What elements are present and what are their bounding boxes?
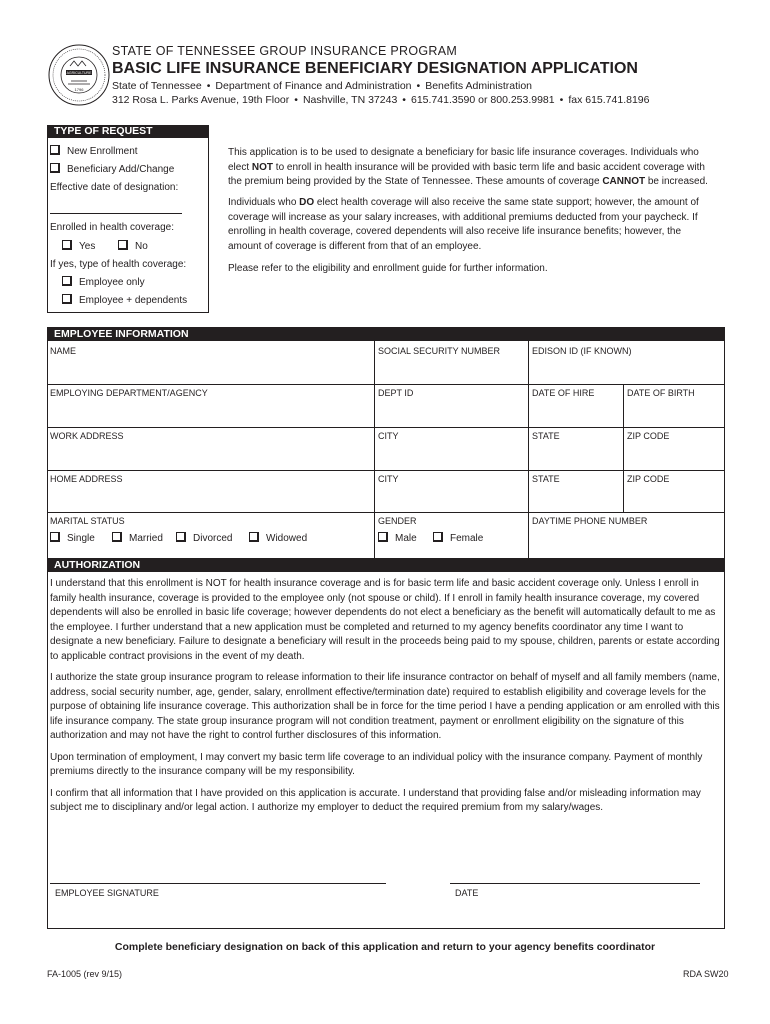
work-zip-field[interactable]: ZIP CODE bbox=[627, 431, 670, 441]
home-state-field[interactable]: STATE bbox=[532, 474, 560, 484]
new-enrollment-checkbox[interactable] bbox=[50, 145, 60, 155]
effective-date-field[interactable] bbox=[50, 213, 182, 214]
authorization-paragraph: Upon termination of employment, I may convert my basic term life coverage to an individual policy with the insurance company. Payment of monthly premiums directly to the insurance company will be my responsibility. bbox=[50, 751, 703, 777]
authorization-paragraph: I authorize the state group insurance program to release information to their life insurance contractor on behalf of myself and all family members (name, address, social security number, age, gender, salary, enrollment effective/termination date) required to establish eligibility and coverage levels for the purpose of obtaining life insurance coverage. This authorization shall be in force for the time period I have a pending application or am enrolled with this life insurance company. The state group insurance program will not condition treatment, payment or enrollment eligibility on the signature of this authorization and may not have the right to control further disclosures of this information. bbox=[50, 672, 720, 741]
marital-widowed-option[interactable]: Widowed bbox=[249, 532, 307, 544]
work-state-field[interactable]: STATE bbox=[532, 431, 560, 441]
authorization-heading: AUTHORIZATION bbox=[47, 559, 725, 572]
program-name: STATE OF TENNESSEE GROUP INSURANCE PROGRAM bbox=[112, 44, 458, 58]
row-divider bbox=[47, 512, 725, 513]
info-paragraph-3: Please refer to the eligibility and enrollment guide for further information. bbox=[228, 263, 548, 274]
work-city-field[interactable]: CITY bbox=[378, 431, 399, 441]
type-of-request-heading: TYPE OF REQUEST bbox=[47, 125, 209, 138]
marital-single-option[interactable]: Single bbox=[50, 532, 95, 544]
col-divider bbox=[528, 341, 529, 559]
married-checkbox[interactable] bbox=[112, 532, 122, 542]
authorization-text bbox=[50, 577, 720, 823]
date-line[interactable] bbox=[450, 883, 700, 884]
dept-id-field[interactable]: DEPT ID bbox=[378, 388, 414, 398]
widowed-checkbox[interactable] bbox=[249, 532, 259, 542]
beneficiary-change-option[interactable]: Beneficiary Add/Change bbox=[50, 163, 174, 175]
form-number: FA-1005 (rev 9/15) bbox=[47, 969, 123, 979]
address-line: 312 Rosa L. Parks Avenue, 19th Floor • Nashville, TN 37243 • 615.741.3590 or 800.253.9981 • fax 615.741.8196 bbox=[112, 94, 650, 106]
agency-line: State of Tennessee • Department of Finance and Administration • Benefits Administration bbox=[112, 80, 533, 92]
phone-field[interactable]: DAYTIME PHONE NUMBER bbox=[532, 516, 648, 526]
divorced-checkbox[interactable] bbox=[176, 532, 186, 542]
authorization-paragraph: I understand that this enrollment is NOT for health insurance coverage and is for basic term life and basic accident coverage only. Unless I enroll in family health insurance, coverage is provided to the employee only (not spouse or child). If I enroll in family health insurance coverage, my covered dependents will also be enrolled in basic life coverage; however dependents do not elect a beneficiary as the benefit will automatically default to me as the employee. I further understand that a new application must be completed and returned to my agency benefits coordinator any time I want to designate a new beneficiary. Failure to designate a beneficiary will result in the proceeds being paid to my spouse, children, parents or estate according to applicable contract provisions in the event of my death. bbox=[50, 578, 720, 662]
date-label: DATE bbox=[455, 888, 479, 898]
employee-info-heading: EMPLOYEE INFORMATION bbox=[47, 328, 725, 341]
name-field[interactable]: NAME bbox=[50, 346, 77, 356]
gender-female-option[interactable]: Female bbox=[433, 532, 483, 544]
gender-label: GENDER bbox=[378, 516, 417, 526]
gender-male-option[interactable]: Male bbox=[378, 532, 417, 544]
form-title: BASIC LIFE INSURANCE BENEFICIARY DESIGNATION APPLICATION bbox=[112, 60, 638, 77]
employee-only-checkbox[interactable] bbox=[62, 276, 72, 286]
info-paragraph-1: This application is to be used to designate a beneficiary for basic life insurance coverages. Individuals who elect NOT to enroll in health insurance will be provided with basic term life and basic accident coverage with the premium being provided by the State of Tennessee. These amounts of coverage CANNOT be increased. bbox=[228, 147, 708, 187]
marital-divorced-option[interactable]: Divorced bbox=[176, 532, 232, 544]
edison-id-field[interactable]: EDISON ID (IF KNOWN) bbox=[532, 346, 632, 356]
male-checkbox[interactable] bbox=[378, 532, 388, 542]
work-address-field[interactable]: WORK ADDRESS bbox=[50, 431, 124, 441]
authorization-paragraph: I confirm that all information that I have provided on this application is accurate. I understand that providing false and/or misleading information may subject me to disciplinary and/or legal action. I authorize my employer to deduct the required premium from my salary/wages. bbox=[50, 787, 701, 813]
state-seal-icon bbox=[48, 44, 110, 106]
home-address-field[interactable]: HOME ADDRESS bbox=[50, 474, 123, 484]
rda-code: RDA SW20 bbox=[683, 969, 729, 979]
enrolled-health-label: Enrolled in health coverage: bbox=[50, 222, 174, 233]
female-checkbox[interactable] bbox=[433, 532, 443, 542]
health-no-checkbox[interactable] bbox=[118, 240, 128, 250]
employee-dependents-checkbox[interactable] bbox=[62, 294, 72, 304]
beneficiary-change-checkbox[interactable] bbox=[50, 163, 60, 173]
single-checkbox[interactable] bbox=[50, 532, 60, 542]
employee-only-option[interactable]: Employee only bbox=[62, 276, 145, 288]
health-no-option[interactable]: No bbox=[118, 240, 148, 252]
info-paragraph-2: Individuals who DO elect health coverage will also receive the same state support; however, the amount of coverage will increase as your salary increases, with additional premiums deducted from your paycheck. If enrolling in health coverage, covered dependents will also receive life insurance benefits; however, the amount of coverage is different from that of an employee. bbox=[228, 197, 699, 252]
home-city-field[interactable]: CITY bbox=[378, 474, 399, 484]
col-divider bbox=[374, 341, 375, 559]
health-type-label: If yes, type of health coverage: bbox=[50, 259, 187, 270]
employee-dependents-option[interactable]: Employee + dependents bbox=[62, 294, 187, 306]
department-field[interactable]: EMPLOYING DEPARTMENT/AGENCY bbox=[50, 388, 208, 398]
svg-text:1796: 1796 bbox=[74, 87, 84, 92]
signature-line[interactable] bbox=[50, 883, 386, 884]
ssn-field[interactable]: SOCIAL SECURITY NUMBER bbox=[378, 346, 501, 356]
health-yes-option[interactable]: Yes bbox=[62, 240, 95, 252]
col-divider bbox=[623, 384, 624, 512]
home-zip-field[interactable]: ZIP CODE bbox=[627, 474, 670, 484]
date-of-hire-field[interactable]: DATE OF HIRE bbox=[532, 388, 595, 398]
svg-text:AGRICULTURE: AGRICULTURE bbox=[66, 71, 92, 75]
footer-instruction: Complete beneficiary designation on back of this application and return to your agency benefits coordinator bbox=[114, 941, 656, 953]
effective-date-label: Effective date of designation: bbox=[50, 182, 179, 193]
new-enrollment-option[interactable]: New Enrollment bbox=[50, 145, 138, 157]
signature-label: EMPLOYEE SIGNATURE bbox=[55, 888, 159, 898]
marital-married-option[interactable]: Married bbox=[112, 532, 163, 544]
marital-status-label: MARITAL STATUS bbox=[50, 516, 125, 526]
date-of-birth-field[interactable]: DATE OF BIRTH bbox=[627, 388, 695, 398]
health-yes-checkbox[interactable] bbox=[62, 240, 72, 250]
